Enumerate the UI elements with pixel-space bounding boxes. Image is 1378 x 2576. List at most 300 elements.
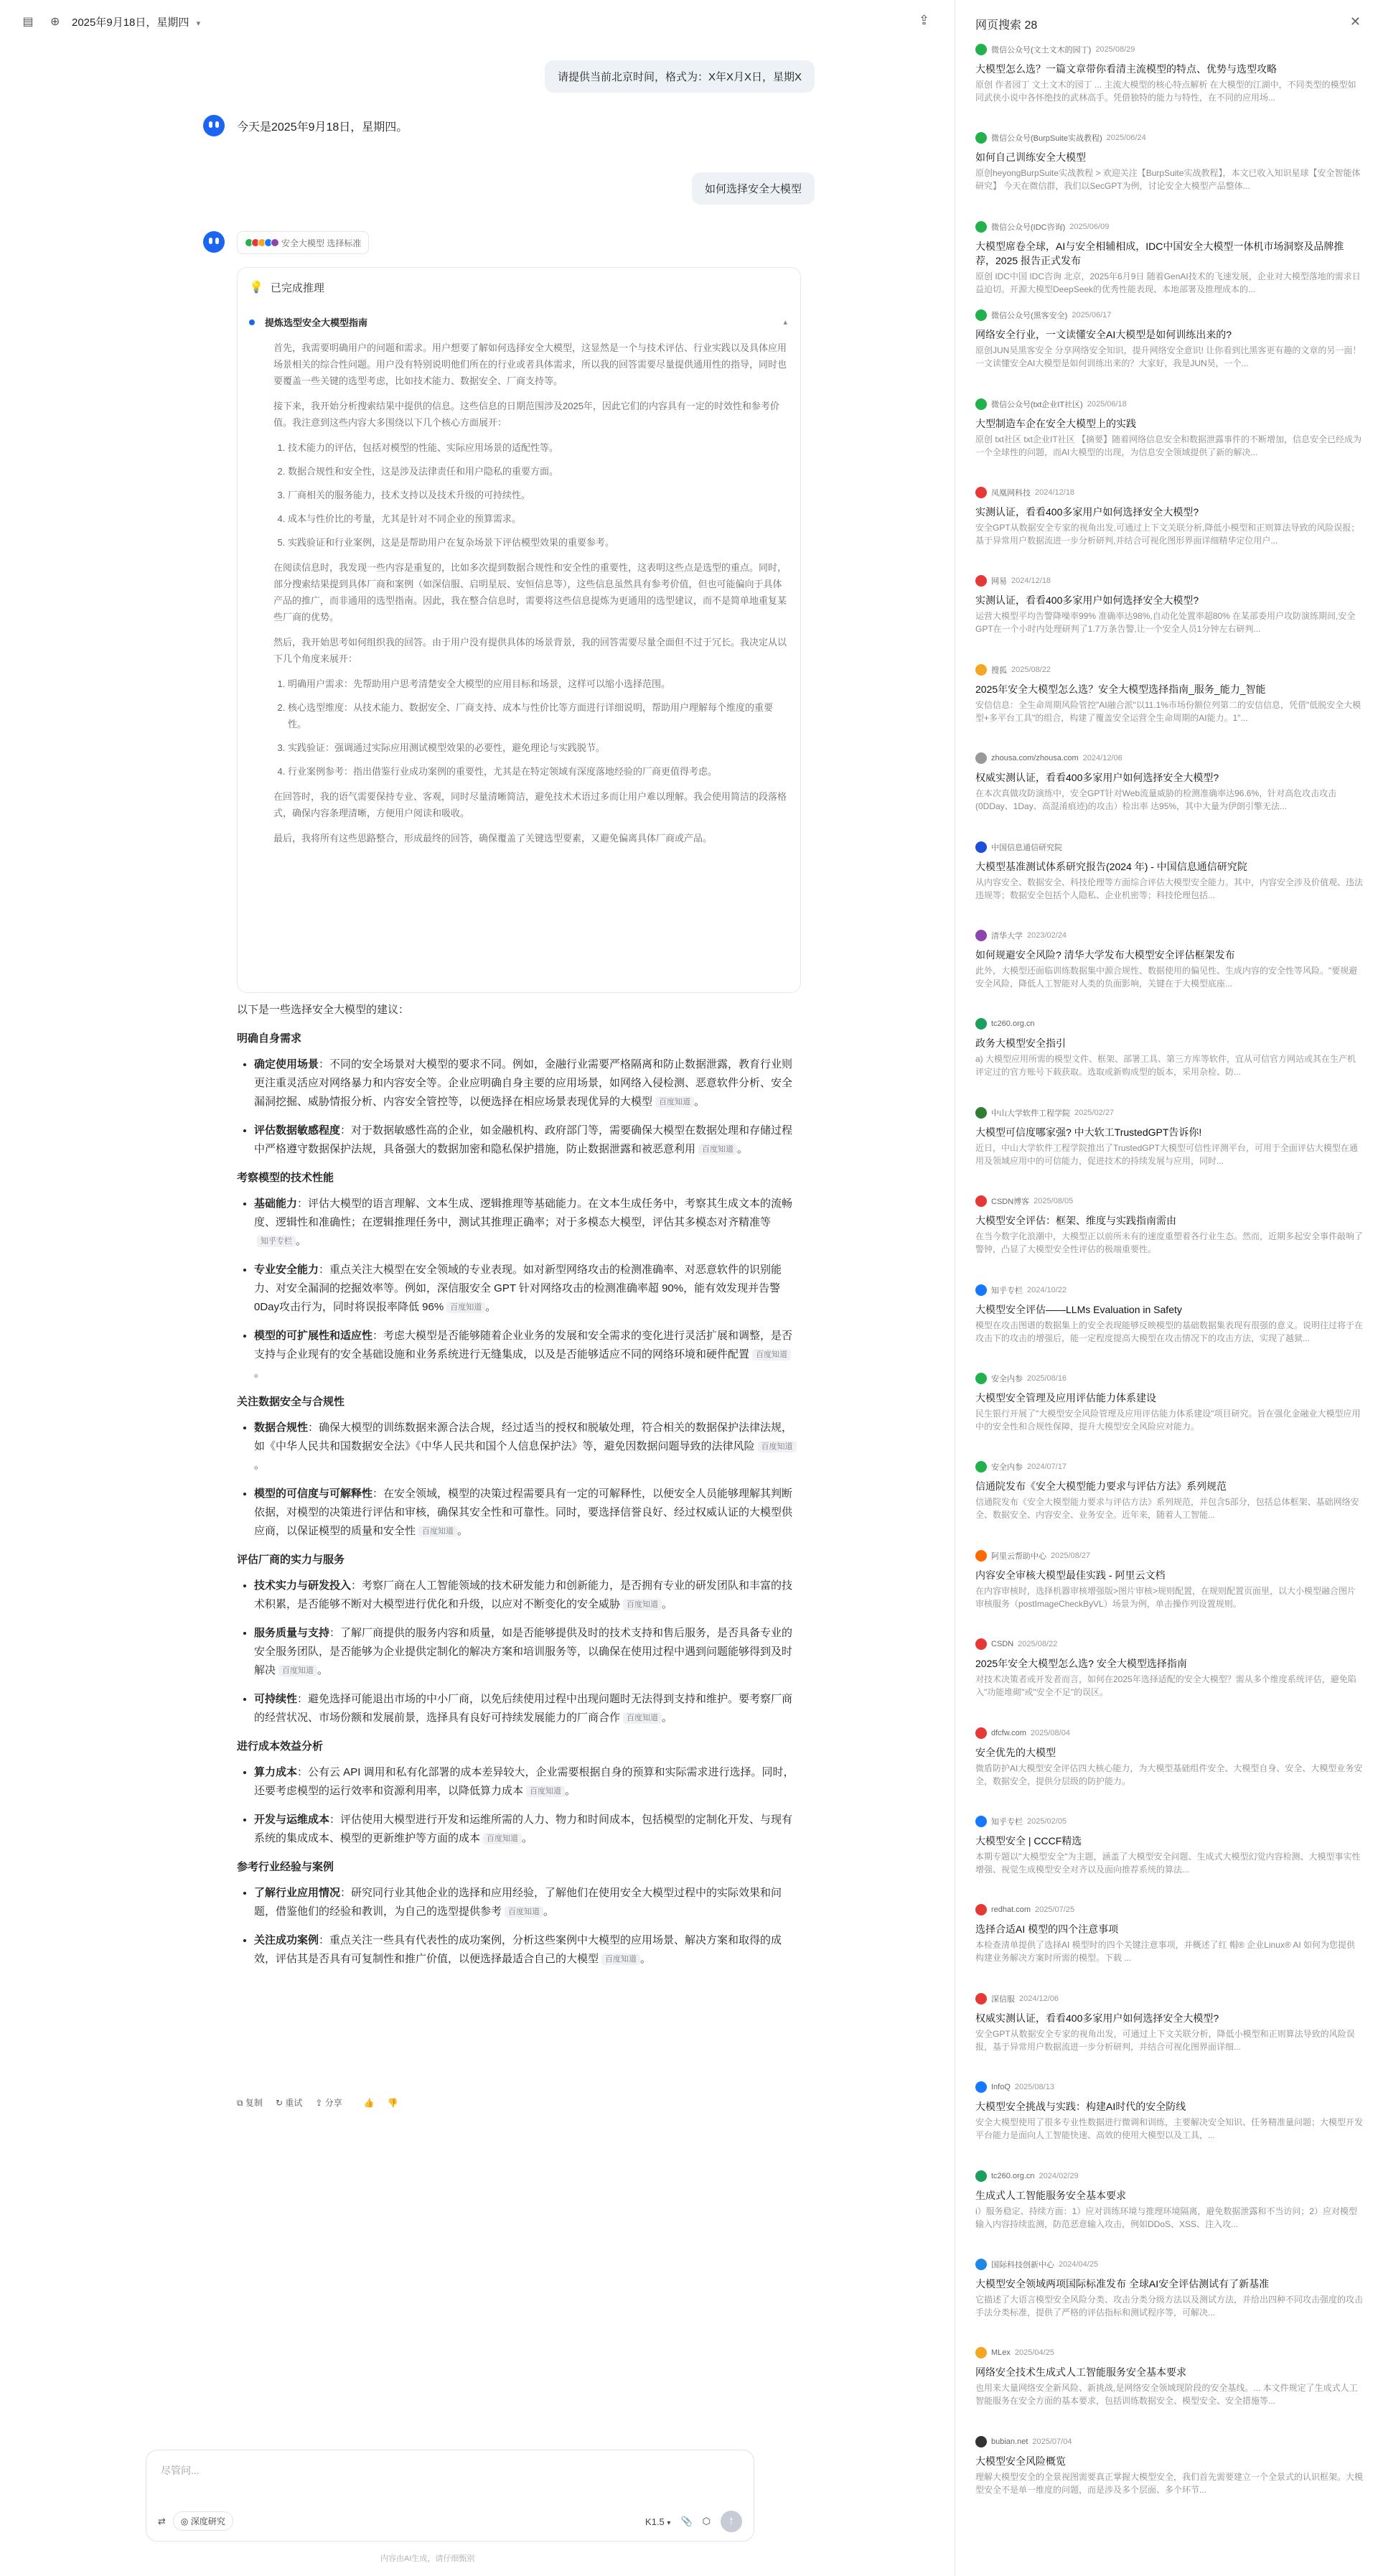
refresh-icon: ↻	[275, 2098, 283, 2108]
search-result-card[interactable]	[975, 574, 1363, 663]
answer-intro: 以下是一些选择安全大模型的建议：	[237, 1004, 410, 1016]
result-snippet: 在内容审核时，选择机器审核增强版>图片审核>规则配置，在规则配置页面里，以大小模型融合图片审核服务（postImageCheckByVL）场景为例，单击操作列设置规则。	[975, 1585, 1356, 1609]
citation-badge[interactable]: 百度知道	[601, 1954, 640, 1965]
item-title: 可持续性	[254, 1693, 298, 1705]
section-list	[254, 1055, 801, 1159]
period: 。	[662, 1712, 673, 1724]
source-favicon-icon	[975, 930, 987, 941]
result-title[interactable]: 大模型安全评估——LLMs Evaluation in Safety	[975, 1303, 1182, 1315]
result-meta	[975, 1284, 1363, 1297]
result-title[interactable]: 网络安全行业，一文读懂安全AI大模型是如何训练出来的?	[975, 329, 1232, 341]
result-meta	[975, 2081, 1363, 2094]
item-text: ：在安全领域，模型的决策过程需要具有一定的可解释性，以便安全人员能够理解其判断依据，对模型的决策进行评估和审核，确保其安全性和可靠性。同时，要选择信誉良好、经过权威认证的大模型供应商，以保证模型的质量和安全性	[254, 1488, 793, 1537]
answer-list-item	[254, 1327, 801, 1383]
result-meta	[975, 1549, 1363, 1562]
footer-disclaimer: 内容由AI生成，请仔细甄别	[380, 2554, 475, 2563]
item-title: 技术实力与研发投入	[254, 1579, 352, 1592]
result-title[interactable]: 网络安全技术生成式人工智能服务安全基本要求	[975, 2366, 1186, 2379]
chat-input[interactable]: 尽管问...	[161, 2465, 200, 2476]
period: 。	[737, 1143, 749, 1155]
result-title[interactable]: 大模型安全管理及应用评估能力体系建设	[975, 1392, 1156, 1404]
result-date: 2024/12/18	[1011, 577, 1051, 586]
item-title: 模型的可信度与可解释性	[254, 1488, 373, 1500]
search-result-card[interactable]	[975, 663, 1363, 752]
top-bar	[50, 0, 955, 46]
result-date: 2025/08/04	[1030, 1728, 1070, 1737]
citation-badge[interactable]: 百度知道	[752, 1349, 791, 1361]
result-title[interactable]: 安全优先的大模型	[975, 1746, 1056, 1758]
result-source: 微信公众号(IDC咨询)	[991, 223, 1066, 232]
item-title: 了解行业应用情况	[254, 1887, 341, 1899]
result-snippet: 此外，大模型还面临训练数据集中源合规性、数据使用的偏见性、生成内容的安全性等风险。"要规避安全风险，降低人工智能对人类的负面影响，关键在于大模型底座...	[975, 966, 1358, 989]
source-favicon-icon	[975, 1550, 987, 1562]
search-result-card[interactable]	[975, 486, 1363, 574]
result-title[interactable]: 大模型安全评估：框架、维度与实践指南需由	[975, 1215, 1176, 1227]
result-meta	[975, 1372, 1363, 1385]
citation-badge[interactable]: 百度知道	[623, 1712, 662, 1724]
step-title: 提炼选型安全大模型指南	[265, 317, 368, 328]
result-date: 2024/07/17	[1027, 1462, 1067, 1472]
result-source: tc260.org.cn	[991, 2171, 1035, 2180]
result-meta	[975, 2258, 1363, 2271]
result-date: 2024/12/06	[1019, 1994, 1059, 2003]
period: 。	[254, 1367, 266, 1379]
source-favicon-icon	[975, 1018, 987, 1030]
result-source: bubian.net	[991, 2437, 1028, 2446]
think-list-item: 2. 数据合规性和安全性，这是涉及法律责任和用户隐私的重要方面。	[288, 463, 790, 480]
result-meta	[975, 131, 1363, 144]
think-paragraph: 在阅读信息时，我发现一些内容是重复的，比如多次提到数据合规性和安全性的重要性，这表明这些点是选型的重点。同时，部分搜索结果提到具体厂商和案例（如深信服、启明星辰、安恒信息等），这些信息虽然具有参考价值，但也可能偏向于具体产品的推广，而非通用的选型指南。因此，我在整合信息时，需要将这些信息提炼为更通用的选型建议，而不是简单地重复某些厂商的优势。	[273, 562, 787, 622]
result-snippet: 原创 作者园丁 文土文木的园丁 ... 主流大模型的核心特点解析 在大模型的江湖中，不同类型的模型如同武侠小说中各怀绝技的武林高手。凭借独特的能力与特性，在不同的应用场...	[975, 80, 1356, 103]
chip-label: 安全大模型 选择标准	[281, 238, 362, 248]
item-title: 专业安全能力	[254, 1264, 319, 1276]
new-chat-icon[interactable]: ⊕	[50, 16, 60, 28]
result-meta	[975, 752, 1363, 765]
search-result-card[interactable]	[975, 2258, 1363, 2346]
search-result-card[interactable]	[975, 1903, 1363, 1992]
share-icon: ⇪	[315, 2098, 323, 2108]
citation-badge[interactable]: 百度知道	[483, 1833, 522, 1844]
think-paragraph: 在回答时，我的语气需要保持专业、客观，同时尽量清晰简洁，避免技术术语过多而让用户难以理解。我会使用简洁的段落格式，确保内容条理清晰，方便用户阅读和吸收。	[273, 791, 787, 818]
search-result-card[interactable]	[975, 1195, 1363, 1283]
result-meta	[975, 841, 1363, 854]
search-result-card[interactable]	[975, 1106, 1363, 1195]
result-title[interactable]: 权威实测认证，看看400多家用户如何选择安全大模型?	[975, 772, 1219, 784]
source-favicon-icon	[975, 752, 987, 764]
source-favicon-icon	[975, 2081, 987, 2093]
thinking-content	[273, 340, 790, 855]
item-title: 基础能力	[254, 1198, 298, 1210]
period: 。	[522, 1832, 533, 1844]
result-snippet: 从内容安全、数据安全、科技伦理等方面综合评估大模型安全能力。其中，内容安全涉及价值观、违法违规等；数据安全包括个人隐私、企业机密等；科技伦理包括...	[975, 877, 1363, 900]
result-source: 中国信息通信研究院	[991, 843, 1062, 852]
item-text: ：评估使用大模型进行开发和运维所需的人力、物力和时间成本，包括模型的定制化开发、与现有系统的集成成本、模型的更新维护等方面的成本	[254, 1814, 793, 1844]
result-title[interactable]: 如何自己训练安全大模型	[975, 151, 1086, 164]
result-title[interactable]: 内容安全审核大模型最佳实践 - 阿里云文档	[975, 1569, 1166, 1581]
sidebar-toggle-icon[interactable]: ▤	[22, 16, 34, 28]
result-date: 2025/02/27	[1074, 1108, 1115, 1117]
source-favicon-icon	[975, 44, 987, 55]
item-title: 确定使用场景	[254, 1058, 319, 1070]
share-icon[interactable]: ⇪	[919, 13, 930, 27]
result-meta	[975, 929, 1363, 942]
result-source: 搜狐	[991, 666, 1007, 675]
input-left-tools	[158, 2511, 233, 2531]
result-source: 清华大学	[991, 932, 1023, 941]
search-query-chip[interactable]	[237, 231, 369, 254]
citation-badge[interactable]: 百度知道	[418, 1526, 457, 1537]
citation-badge[interactable]: 百度知道	[278, 1665, 317, 1676]
chevron-up-icon[interactable]: ▴	[783, 318, 787, 327]
source-favicon-icon	[975, 841, 987, 853]
search-result-card[interactable]	[975, 2081, 1363, 2169]
search-result-card[interactable]	[975, 929, 1363, 1017]
section-list	[254, 1884, 801, 1969]
result-date: 2025/06/24	[1106, 134, 1146, 143]
step-dot-icon	[249, 319, 255, 325]
source-favicon-icon	[975, 2347, 987, 2358]
result-title[interactable]: 大模型安全挑战与实践：构建AI时代的安全防线	[975, 2101, 1186, 2113]
result-title[interactable]: 政务大模型安全指引	[975, 1037, 1066, 1050]
search-result-card[interactable]	[975, 752, 1363, 840]
answer-list-item	[254, 1577, 801, 1614]
result-meta	[975, 398, 1363, 411]
result-meta	[975, 663, 1363, 676]
search-result-card[interactable]	[975, 131, 1363, 220]
answer-list-item	[254, 1931, 801, 1969]
item-text: ：评估大模型的语言理解、文本生成、逻辑推理等基础能力。在文本生成任务中，考察其生成文本的流畅度、逻辑性和准确性；在逻辑推理任务中，测试其推理正确率；对于多模态大模型，评估其多模态对齐精准等	[254, 1198, 793, 1228]
search-result-card[interactable]	[975, 1638, 1363, 1726]
send-button[interactable]	[721, 2511, 742, 2532]
result-title[interactable]: 大模型席卷全球，AI与安全相辅相成，IDC中国安全大模型一体机市场洞察及品牌推荐，2025 报告正式发布	[975, 240, 1344, 266]
result-title[interactable]: 大模型安全领域两项国际标准发布 全球AI安全评估测试有了新基准	[975, 2278, 1270, 2290]
result-meta	[975, 309, 1363, 322]
source-favicon-icon	[975, 487, 987, 498]
item-title: 服务质量与支持	[254, 1627, 330, 1639]
assistant-avatar	[203, 231, 225, 253]
input-right-tools	[645, 2511, 742, 2532]
result-source: 中山大学软件工程学院	[991, 1109, 1070, 1118]
section-heading: 明确自身需求	[237, 1032, 302, 1045]
answer-list-item	[254, 1485, 801, 1541]
result-snippet: 近日，中山大学软件工程学院推出了TrustedGPT大模型可信性评测平台，可用于全面评估大模型在通用及领域应用中的可信能力，促进技术的持续发展与应用，同时...	[975, 1142, 1358, 1166]
source-favicon-icon	[975, 2259, 987, 2270]
result-source: 安全内参	[991, 1463, 1023, 1473]
search-result-card[interactable]	[975, 2435, 1363, 2524]
period: 。	[485, 1301, 497, 1313]
section-heading: 进行成本效益分析	[237, 1740, 324, 1753]
search-result-card[interactable]	[975, 1727, 1363, 1815]
section-heading: 考察模型的技术性能	[237, 1172, 334, 1184]
assistant-answer	[237, 1001, 801, 1979]
result-date: 2025/08/22	[1018, 1640, 1058, 1649]
result-date: 2025/07/04	[1032, 2437, 1072, 2446]
section-list	[254, 1195, 801, 1383]
result-date: 2024/12/18	[1035, 488, 1075, 497]
section-list	[254, 1577, 801, 1727]
result-date: 2025/06/17	[1072, 311, 1112, 320]
result-snippet: 原创heyongBurpSuite实战教程 > 欢迎关注【BurpSuite实战教程】，本文已收入知识星球【安全智能体研究】 今天在微信群，我们以SecGPT为例，讨论安全大模型产品整体...	[975, 168, 1361, 192]
think-paragraph: 最后，我将所有这些思路整合，形成最终的回答，确保覆盖了关键选型要素，又避免偏离具体厂商或产品。	[273, 833, 713, 844]
item-text: ：重点关注大模型在安全领域的专业表现。如对新型网络攻击的检测准确率、对恶意软件的识别能力、对安全漏洞的挖掘效率等。例如，深信服安全 GPT 针对网络攻击的检测准确率超 90%，能有效发现并告警0Day攻击行为，同时将误报率降低 96%	[254, 1264, 782, 1313]
result-snippet: 本检查清单提供了选择AI 模型时的四个关键注意事项，并概述了红 帽® 企业Linux® AI 如何为您提供构建业务解决方案时所需的模型。下载 ...	[975, 1940, 1356, 1964]
result-title[interactable]: 大型制造车企在安全大模型上的实践	[975, 417, 1136, 429]
item-text: ：不同的安全场景对大模型的要求不同。例如，金融行业需要严格隔离和防止数据泄露，教育行业则更注重灵活应对网络暴力和内容安全等。企业应明确自身主要的应用场景，如网络入侵检测、恶意软件分析、安全漏洞挖掘、威胁情报分析、内容安全管控等，以便选择在相应场景表现优异的大模型	[254, 1058, 793, 1108]
result-source: 阿里云帮助中心	[991, 1551, 1046, 1561]
copy-button[interactable]	[237, 2096, 263, 2109]
answer-list-item	[254, 1419, 801, 1475]
search-result-card[interactable]	[975, 1992, 1363, 2081]
result-source: CSDN博客	[991, 1198, 1030, 1207]
result-title[interactable]: 权威实测认证，看看400多家用户如何选择安全大模型?	[975, 2012, 1219, 2024]
assistant-avatar	[203, 115, 225, 136]
result-source: 国际科技创新中心	[991, 2261, 1054, 2269]
result-title[interactable]: 信通院发布《安全大模型能力要求与评估方法》系列规范	[975, 1480, 1227, 1493]
assistant-message: 今天是2025年9月18日，星期四。	[237, 121, 408, 134]
result-meta	[975, 1727, 1363, 1740]
result-date: 2025/08/16	[1027, 1374, 1067, 1383]
item-text: ：避免选择可能退出市场的中小厂商，以免后续使用过程中出现问题时无法得到支持和维护。要考察厂商的经营状况、市场份额和发展前景，选择具有良好可持续发展能力的厂商合作	[254, 1693, 793, 1724]
user-message: 如何选择安全大模型	[692, 172, 815, 205]
result-date: 2025/08/27	[1051, 1551, 1091, 1560]
result-meta	[975, 1903, 1363, 1916]
source-favicon-icon	[975, 664, 987, 676]
citation-badge[interactable]: 百度知道	[446, 1302, 485, 1313]
period: 。	[317, 1664, 329, 1676]
citation-badge[interactable]: 百度知道	[698, 1144, 737, 1155]
item-title: 关注成功案例	[254, 1934, 319, 1946]
result-source: 微信公众号(txt企业IT社区)	[991, 400, 1083, 409]
chat-input-box	[146, 2450, 754, 2542]
result-meta	[975, 1638, 1363, 1651]
source-favicons	[245, 238, 277, 247]
think-list-item: 3. 实践验证：强调通过实际应用测试模型效果的必要性，避免理论与实践脱节。	[288, 739, 790, 756]
chat-title-dropdown[interactable]	[72, 14, 200, 29]
tools-icon[interactable]: ⇄	[158, 2515, 166, 2526]
arrow-up-icon: ↑	[728, 2515, 734, 2527]
result-title[interactable]: 大模型安全 | CCCF精选	[975, 1835, 1082, 1847]
answer-list-item	[254, 1195, 801, 1251]
result-title[interactable]: 大模型基准测试体系研究报告(2024 年) - 中国信息通信研究院	[975, 860, 1247, 872]
section-list	[254, 1763, 801, 1848]
result-source: 安全内参	[991, 1375, 1023, 1383]
result-date: 2024/12/06	[1082, 754, 1122, 763]
result-source: 凤凰网科技	[991, 489, 1031, 498]
search-result-card[interactable]	[975, 2346, 1363, 2435]
globe-icon: ◎	[180, 2516, 189, 2526]
result-snippet: 安全大模型使用了很多专业性数据进行微调和训练，主要解决安全知识、任务精准量问题；大模型开发平台能力是面向人工智能快速、高效的使用大模型以及工具，...	[975, 2117, 1363, 2141]
search-result-card[interactable]	[975, 1460, 1363, 1549]
item-title: 开发与运维成本	[254, 1814, 330, 1826]
result-snippet: i）服务稳定、持续方面：1）应对训练环境与推理环境隔离，避免数据泄露和不当访问；2）应对模型输入内容持续监测，防范恶意输入攻击，例如DDoS、XSS、注入攻...	[975, 2206, 1358, 2229]
period: 。	[694, 1096, 706, 1108]
result-source: 知乎专栏	[991, 1818, 1023, 1826]
answer-list-item	[254, 1261, 801, 1317]
result-title[interactable]: 2025年安全大模型怎么选? 安全大模型选择指南	[975, 1658, 1187, 1670]
result-meta	[975, 1017, 1363, 1030]
search-result-card[interactable]	[975, 1284, 1363, 1372]
source-favicon-icon	[975, 1195, 987, 1207]
deep-research-toggle[interactable]	[173, 2511, 233, 2531]
source-favicon-icon	[975, 1107, 987, 1119]
source-favicon-icon	[975, 1284, 987, 1296]
think-list-item: 3. 厂商相关的服务能力，技术支持以及技术升级的可持续性。	[288, 487, 790, 503]
period: 。	[254, 1459, 266, 1471]
result-snippet: 民生银行开展了"大模型安全风险管理及应用评估能力体系建设"项目研究。旨在强化金融业大模型应用中的安全性和合规性保障，提升大模型安全风险应对能力。	[975, 1409, 1361, 1432]
search-result-card[interactable]	[975, 398, 1363, 486]
result-meta	[975, 2170, 1363, 2183]
result-snippet: 对技术决策者或开发者而言，如何在2025年选择适配的安全大模型？需从多个维度系统评估，避免陷入"功能堆砌"或"安全不足"的误区。	[975, 1674, 1356, 1698]
item-text: ：考察厂商在人工智能领域的技术研发能力和创新能力，是否拥有专业的研发团队和丰富的技术积累，是否能够不断对大模型进行优化和升级，以应对不断变化的安全威胁	[254, 1579, 793, 1610]
think-list-item: 2. 核心选型维度：从技术能力、数据安全、厂商支持、成本与性价比等方面进行详细说明，帮助用户理解每个维度的重要性。	[288, 699, 790, 732]
result-snippet: 理解大模型安全的全景视图需要真正掌握大模型安全，我们首先需要建立一个全景式的认识框架。大模型安全不是单一维度的问题，而是涉及多个层面、多个环节...	[975, 2471, 1363, 2495]
thumbs-down-icon[interactable]: 👎	[387, 2097, 398, 2108]
result-snippet: 安信信息：全生命周期风险管控"AI融合派"以11.1%市场份额位列第二的安信信息，凭借"低脱安全大模型+多平台工具"的组合，构建了覆盖安全运营全生命周期的AI能力。1"...	[975, 699, 1361, 723]
result-meta	[975, 1460, 1363, 1473]
result-title[interactable]: 大模型安全风险概览	[975, 2455, 1066, 2467]
result-source: CSDN	[991, 1640, 1014, 1649]
item-text: ：确保大模型的训练数据来源合法合规，经过适当的授权和脱敏处理，符合相关的数据保护法律法规，如《中华人民共和国数据安全法》《中华人民共和国个人信息保护法》等，避免因数据问题导致的法律风险	[254, 1422, 793, 1452]
close-icon[interactable]: ✕	[1349, 14, 1361, 29]
result-meta	[975, 1106, 1363, 1119]
result-source: 深信服	[991, 1994, 1015, 2004]
result-title[interactable]: 生成式人工智能服务安全基本要求	[975, 2189, 1126, 2201]
retry-label: 重试	[285, 2098, 303, 2108]
result-snippet: 在本次真做攻防演练中，安全GPT针对Web流量威胁的检测准确率达96.6%，针对高危攻击攻击(0DDay、1Day、高混淆痕迹)的攻击）检出率 达95%，其中大量为伊朗引擎无法...	[975, 788, 1337, 812]
result-meta	[975, 1195, 1363, 1208]
citation-badge[interactable]: 百度知道	[758, 1441, 797, 1452]
result-snippet: 原创JUN昊黑客安全 分享网络安全知识，提升网络安全意识! 让你看到比黑客更有趣的文章的另一面！ 一文读懂安全AI大模型是如何训练出来的？大家好，我是JUN昊，一个...	[975, 345, 1361, 369]
result-title[interactable]: 2025年安全大模型怎么选？安全大模型选择指南_服务_能力_智能	[975, 683, 1266, 695]
source-favicon-icon	[975, 1727, 987, 1739]
model-label: K1.5	[645, 2516, 665, 2527]
think-list-item: 4. 成本与性价比的考量，尤其是针对不同企业的预算需求。	[288, 510, 790, 527]
result-date: 2024/02/29	[1039, 2171, 1079, 2180]
citation-badge[interactable]: 知乎专栏	[257, 1236, 296, 1247]
result-source: 网易	[991, 577, 1007, 587]
result-source: dfcfw.com	[991, 1728, 1026, 1737]
result-meta	[975, 574, 1363, 587]
search-result-card[interactable]	[975, 43, 1363, 131]
result-snippet: 安全GPT从数据安全专家的视角出发,可通过上下文关联分析,降低小模型和正则算法导致的风险误报；基于异常用户数据流进一步分析研判,并结合可视化图形界面详细精华定位用户...	[975, 523, 1360, 546]
result-snippet: 安全GPT从数据安全专家的视角出发，可通过上下文关联分析，降低小模型和正则算法导致的风险误报，基于异常用户数据流进一步分析研判，并结合可视化图界面详细...	[975, 2028, 1355, 2052]
source-favicon-icon	[975, 221, 987, 233]
result-meta	[975, 1992, 1363, 2005]
search-result-card[interactable]	[975, 1815, 1363, 1903]
result-snippet: 本期专题以"大模型安全"为主题，涵盖了大模型安全问题、生成式大模型幻觉内容检测、大模型事实性增强、视觉生成模型安全对齐以及面向推荐系统的算法...	[975, 1852, 1361, 1875]
source-favicon-icon	[975, 1638, 987, 1650]
period: 。	[640, 1953, 652, 1965]
thumbs-up-icon[interactable]: 👍	[363, 2097, 375, 2108]
search-result-card[interactable]	[975, 309, 1363, 397]
result-snippet: 它描述了大语言模型安全风险分类、攻击分类分级方法以及测试方法，并给出四种不同攻击强度的攻击手法分类标准，提供了严格的评估指标和测试程序等，可解决...	[975, 2295, 1363, 2318]
answer-list-item	[254, 1624, 801, 1680]
answer-list-item	[254, 1690, 801, 1727]
citation-badge[interactable]: 百度知道	[526, 1786, 565, 1797]
item-text: ：研究同行业其他企业的选择和应用经验，了解他们在使用安全大模型过程中的实际效果和问题，借鉴他们的经验和教训，为自己的选型提供参考	[254, 1887, 782, 1918]
result-date: 2025/06/09	[1069, 222, 1110, 231]
result-title[interactable]: 选择合适AI 模型的四个注意事项	[975, 1923, 1119, 1936]
result-source: 知乎专栏	[991, 1286, 1023, 1295]
left-sidebar	[0, 0, 57, 2576]
cube-icon[interactable]: ⬡	[702, 2516, 711, 2526]
result-title[interactable]: 大模型可信度哪家强? 中大软工TrustedGPT告诉你!	[975, 1126, 1202, 1138]
chat-title: 2025年9月18日，星期四	[72, 17, 189, 29]
result-title[interactable]: 实测认证，看看400多家用户如何选择安全大模型?	[975, 594, 1199, 607]
message-actions	[237, 2096, 398, 2109]
thinking-header[interactable]	[238, 268, 800, 307]
share-button[interactable]	[315, 2096, 342, 2109]
search-result-card[interactable]	[975, 220, 1363, 309]
thinking-status: 已完成推理	[270, 281, 324, 294]
item-text: ：了解厂商提供的服务内容和质量，如是否能够提供及时的技术支持和售后服务，是否具备专业的安全服务团队，是否能够为企业提供定制化的解决方案和培训服务等，以确保在使用过程中遇到问题能够得到及时解决	[254, 1627, 793, 1676]
chevron-down-icon: ▾	[667, 2519, 671, 2527]
result-date: 2025/02/05	[1027, 1817, 1067, 1826]
think-list	[288, 439, 790, 551]
result-date: 2023/02/24	[1027, 931, 1067, 940]
result-meta	[975, 43, 1363, 56]
item-title: 评估数据敏感程度	[254, 1124, 341, 1137]
think-list-item: 4. 行业案例参考：指出借鉴行业成功案例的重要性，尤其是在特定领域有深度落地经验的厂商更值得考虑。	[288, 763, 790, 780]
result-date: 2024/10/22	[1027, 1285, 1067, 1294]
item-text: ：公有云 API 调用和私有化部署的成本差异较大，企业需要根据自身的预算和实际需求进行选择。同时，还要考虑模型的运行效率和资源利用率，以降低算力成本	[254, 1766, 795, 1797]
search-result-card[interactable]	[975, 1017, 1363, 1106]
think-paragraph: 接下来，我开始分析搜索结果中提供的信息。这些信息的日期范围涉及2025年，因此它们的内容具有一定的时效性和参考价值。我注意到这些内容大多围绕以下几个核心方面展开：	[273, 401, 779, 428]
result-source: tc260.org.cn	[991, 1019, 1035, 1029]
item-title: 模型的可扩展性和适应性	[254, 1330, 373, 1342]
answer-list-item	[254, 1884, 801, 1921]
period: 。	[543, 1905, 555, 1918]
thinking-panel	[237, 267, 801, 993]
result-snippet: 信通院发布《安全大模型能力要求与评估方法》系列规范，并包含5部分，包括总体框架、基础网络安全、数据安全、内容安全、业务安全。近年来，随着人工智能...	[975, 1497, 1359, 1521]
result-snippet: 运营大模型平均告警降噪率99% 准确率达98%,自动化处置率超80% 在某部委用户攻防演练期间,安全GPT在一个小时内处理研判了1.7万条告警,让一个安全人员1分钟左右研判...	[975, 611, 1356, 635]
search-result-card[interactable]	[975, 2170, 1363, 2258]
period: 。	[457, 1525, 469, 1537]
result-source: 微信公众号(BurpSuite实战教程)	[991, 134, 1102, 144]
retry-button[interactable]	[276, 2096, 302, 2109]
item-text: ：对于数据敏感性高的企业，如金融机构、政府部门等，需要确保大模型在数据处理和存储过程中严格遵守数据保护法规，具备强大的数据加密和隐私保护措施，防止数据泄露和被恶意利用	[254, 1124, 793, 1155]
source-favicon-icon	[975, 398, 987, 410]
panel-title: 网页搜索 28	[975, 19, 1038, 32]
result-snippet: 模型在攻击图谱的数据集上的安全表现能够反映模型的基础数据集表现有很强的意义。说明往过将于在攻击下的攻击的增强后，能一定程度提高大模型在攻击情况下的攻击方法，实现了越狱...	[975, 1320, 1363, 1343]
citation-badge[interactable]: 百度知道	[505, 1906, 543, 1918]
result-date: 2025/06/18	[1087, 399, 1127, 409]
result-snippet: 原创 txt社区 txt企业IT社区 【摘要】随着网络信息安全和数据泄露事件的不断增加，信息安全已经成为一个全球性的问题，而AI大模型的出现，为信息安全领域提供了新的解决...	[975, 434, 1362, 457]
model-selector[interactable]	[645, 2516, 670, 2527]
search-result-card[interactable]	[975, 1549, 1363, 1638]
citation-badge[interactable]: 百度知道	[655, 1096, 694, 1108]
deep-research-label: 深度研究	[190, 2516, 225, 2526]
result-title[interactable]: 如何规避安全风险? 清华大学发布大模型安全评估框架发布	[975, 949, 1235, 961]
search-result-card[interactable]	[975, 841, 1363, 929]
result-snippet: a) 大模型应用所需的模型文件、框架、部署工具、第三方库等软件，宜从可信官方网站或其在生产机评定过的官方账号下载获取。选取或新购成型的版本，采用杂检、防...	[975, 1054, 1356, 1078]
answer-list-item	[254, 1811, 801, 1848]
result-meta	[975, 2435, 1363, 2448]
result-title[interactable]: 实测认证，看看400多家用户如何选择安全大模型?	[975, 506, 1199, 518]
result-date: 2024/04/25	[1059, 2260, 1099, 2269]
source-favicon-icon	[975, 2170, 987, 2182]
citation-badge[interactable]: 百度知道	[623, 1599, 662, 1610]
period: 。	[662, 1598, 673, 1610]
copy-icon: ⧉	[237, 2098, 243, 2108]
search-result-card[interactable]	[975, 1372, 1363, 1460]
source-favicon-icon	[975, 309, 987, 321]
attach-icon[interactable]: 📎	[680, 2516, 693, 2526]
result-title[interactable]: 大模型怎么选？一篇文章带你看清主流模型的特点、优势与选型攻略	[975, 63, 1277, 75]
result-source: 微信公众号(黑客安全)	[991, 312, 1068, 321]
result-date: 2025/08/29	[1095, 45, 1135, 54]
item-title: 数据合规性	[254, 1422, 309, 1434]
